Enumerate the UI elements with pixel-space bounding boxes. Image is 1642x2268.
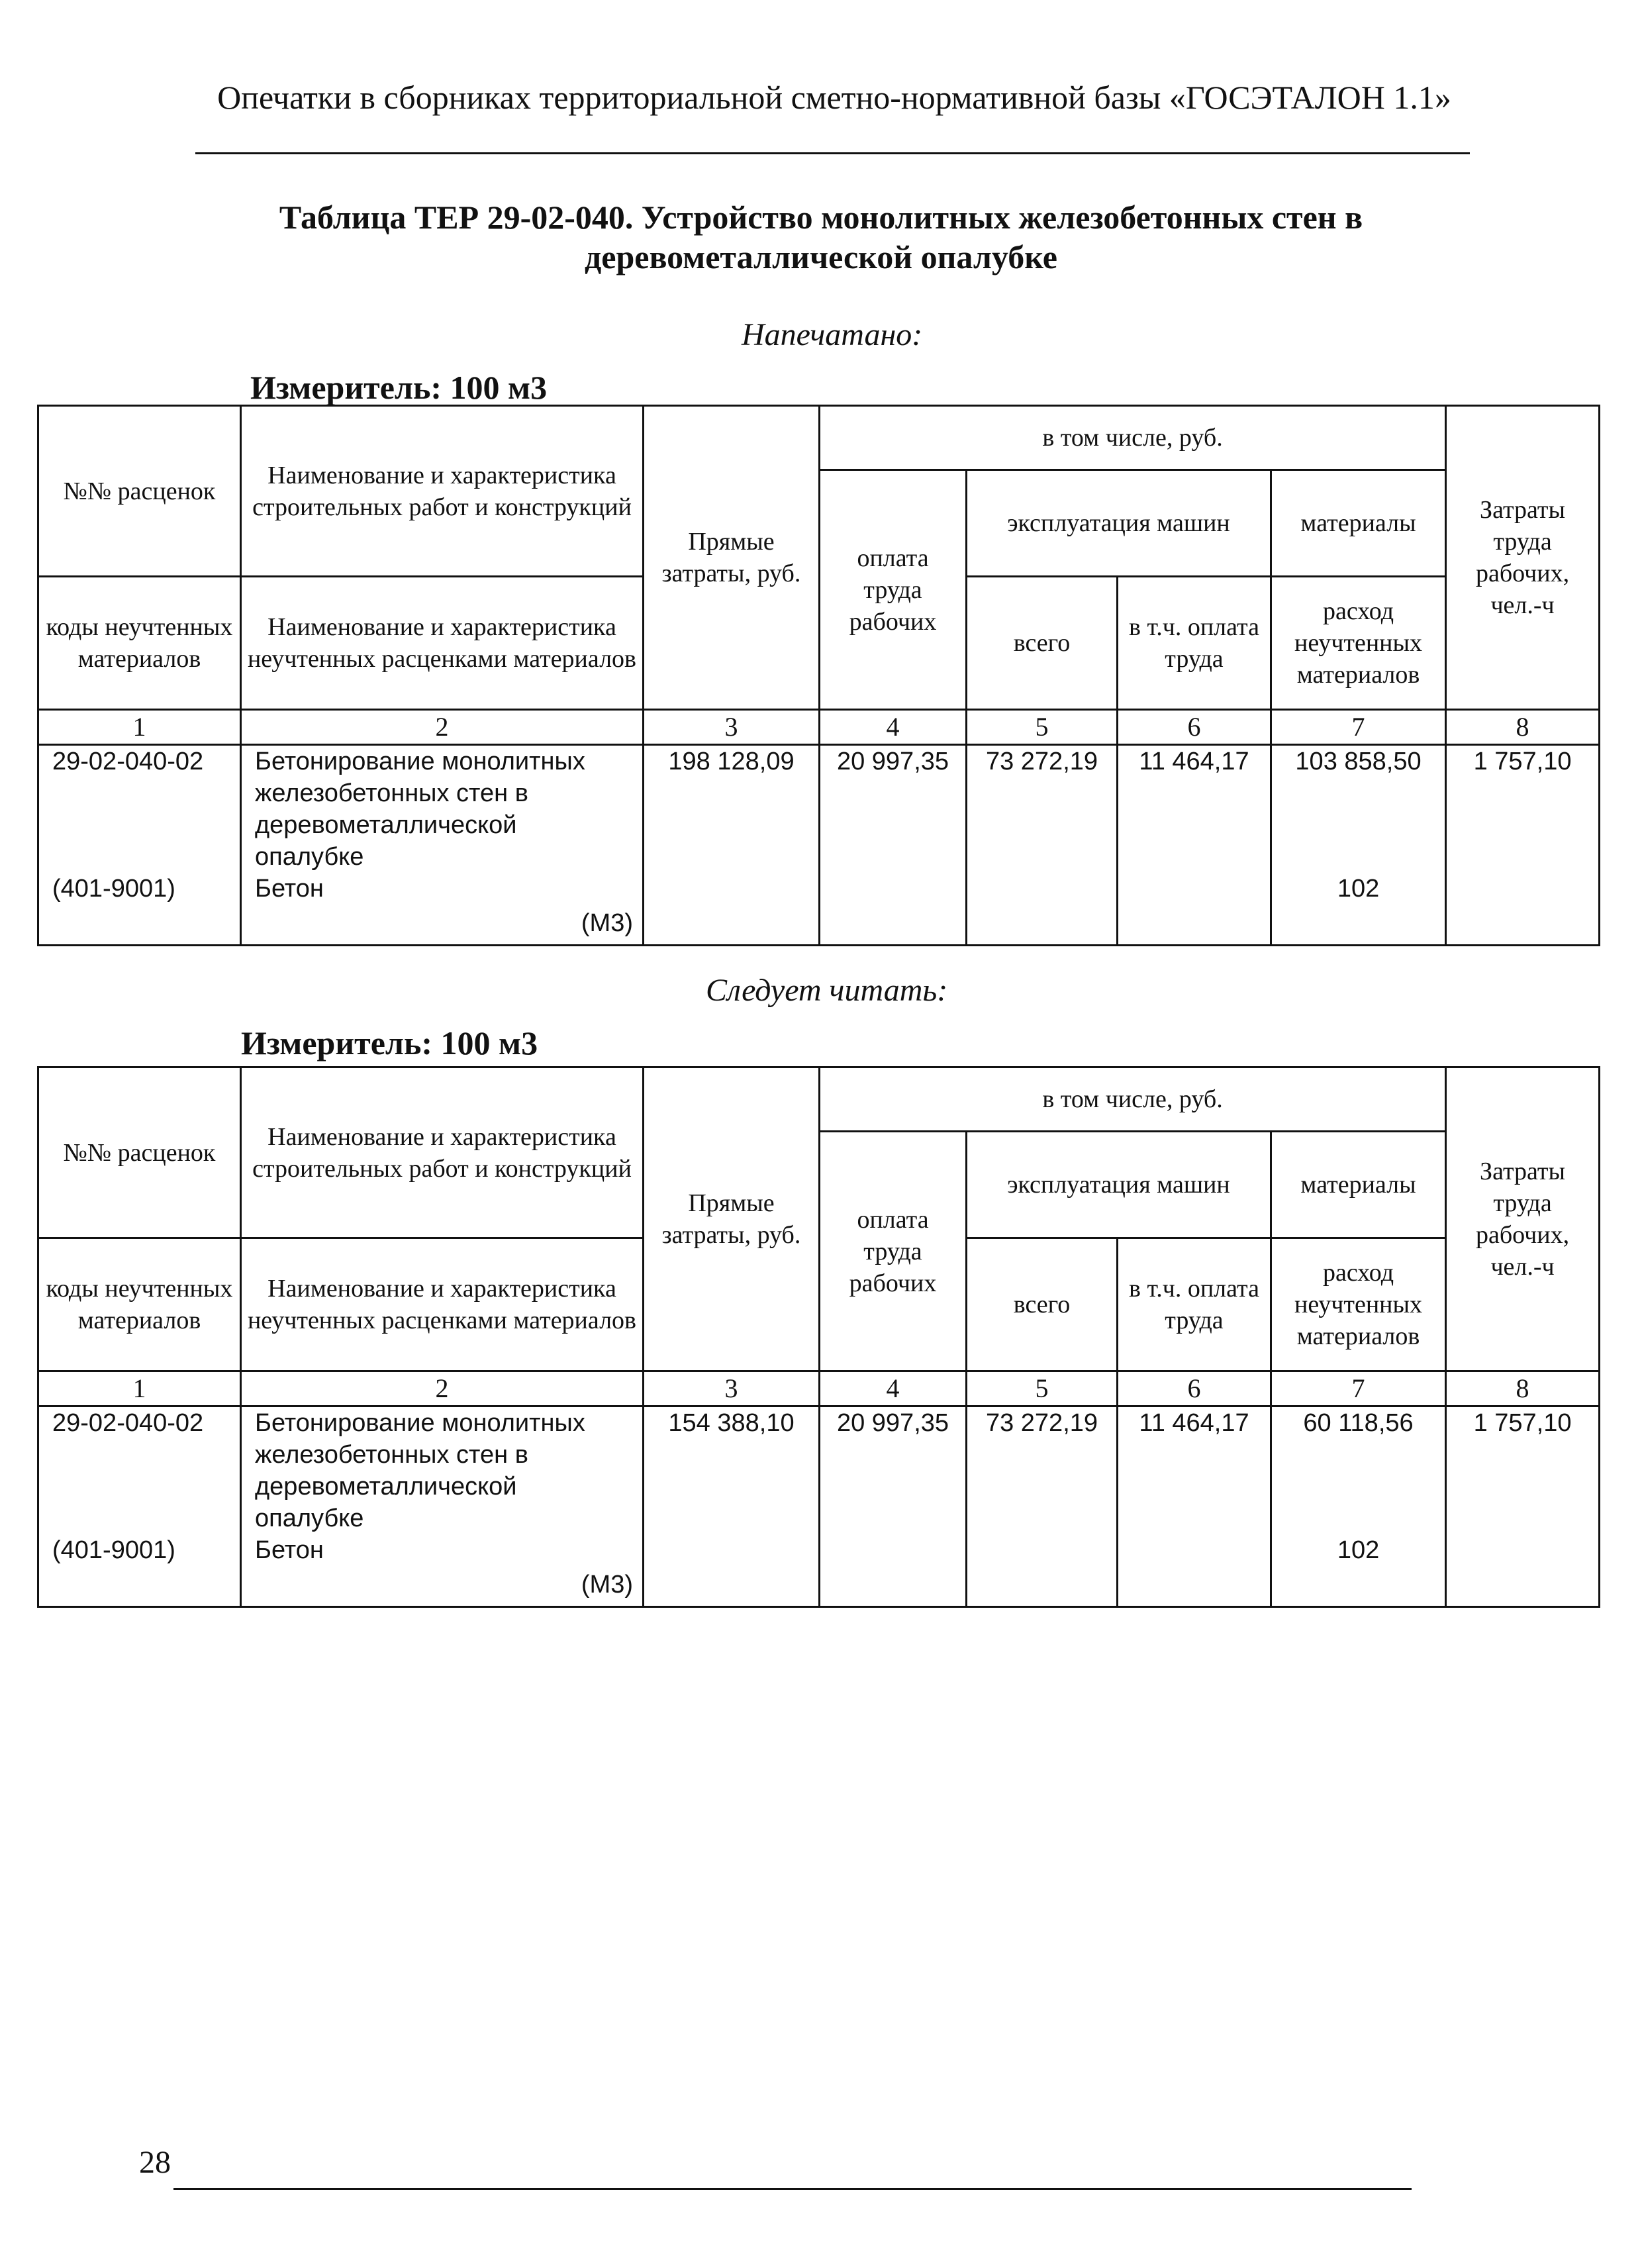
rate-name-cell	[241, 1406, 644, 1607]
col-number: 5	[967, 1371, 1118, 1406]
machines-total-value: 73 272,19	[985, 748, 1098, 775]
col-number: 2	[241, 1371, 644, 1406]
col-number: 4	[820, 710, 967, 745]
header-rule	[195, 152, 1470, 154]
rate-name-line: деревометаллической	[255, 1473, 517, 1501]
col-number: 3	[644, 710, 820, 745]
machines-labor-cell	[1118, 1406, 1271, 1607]
col-header-materials: материалы	[1271, 1132, 1446, 1238]
material-name: Бетон	[255, 1536, 324, 1564]
materials-value: 103 858,50	[1295, 748, 1422, 775]
machines-labor-cell	[1118, 745, 1271, 946]
col-number: 3	[644, 1371, 820, 1406]
col-header-machines-total: всего	[967, 1238, 1118, 1371]
rate-name-line: железобетонных стен в	[255, 1441, 528, 1469]
material-unit: (М3)	[581, 909, 633, 937]
col-number: 1	[38, 710, 241, 745]
table-title-line-1: Таблица ТЕР 29-02-040. Устройство монолитных железобетонных стен в	[279, 199, 1363, 236]
machines-total-value: 73 272,19	[985, 1409, 1098, 1437]
materials-value: 60 118,56	[1303, 1409, 1414, 1437]
labor-hours-cell	[1446, 745, 1600, 946]
table-title	[172, 197, 1470, 277]
col-number: 2	[241, 710, 644, 745]
col-number: 6	[1118, 1371, 1271, 1406]
col-header-rate-no: №№ расценок	[38, 1067, 241, 1238]
col-number: 8	[1446, 1371, 1600, 1406]
rate-code-cell	[38, 1406, 241, 1607]
col-header-unaccounted-name: Наименование и характеристика неучтенных расценками материалов	[241, 577, 644, 710]
col-header-codes: коды неучтенных материалов	[38, 1238, 241, 1371]
labor-pay-cell	[820, 745, 967, 946]
table-title-line-2: деревометаллической опалубке	[584, 238, 1057, 275]
col-number: 1	[38, 1371, 241, 1406]
machines-total-cell	[967, 745, 1118, 946]
col-header-material-consumption: расход неучтенных материалов	[1271, 577, 1446, 710]
rate-name-line: Бетонирование монолитных	[255, 748, 585, 775]
col-header-materials: материалы	[1271, 470, 1446, 577]
printed-table	[37, 405, 1600, 946]
col-header-labor-pay: оплата труда рабочих	[820, 470, 967, 710]
footer-rule	[173, 2188, 1412, 2190]
col-header-labor-costs: Затраты труда рабочих, чел.-ч	[1446, 406, 1600, 710]
col-header-direct-costs: Прямые затраты, руб.	[644, 1067, 820, 1371]
labor-hours-cell	[1446, 1406, 1600, 1607]
col-header-machines-total: всего	[967, 577, 1118, 710]
col-header-work-name: Наименование и характеристика строительных работ и конструкций	[241, 1067, 644, 1238]
col-header-machines-labor: в т.ч. оплата труда	[1118, 577, 1271, 710]
col-number: 7	[1271, 1371, 1446, 1406]
direct-costs-cell	[644, 1406, 820, 1607]
direct-costs-value: 198 128,09	[668, 748, 795, 775]
rate-name-line: опалубке	[255, 843, 364, 871]
corrected-measure: Измеритель: 100 м3	[241, 1024, 538, 1061]
direct-costs-value: 154 388,10	[668, 1409, 795, 1437]
direct-costs-cell	[644, 745, 820, 946]
col-number: 8	[1446, 710, 1600, 745]
rate-code-cell	[38, 745, 241, 946]
material-unit: (М3)	[581, 1571, 633, 1599]
machines-labor-value: 11 464,17	[1139, 1409, 1249, 1437]
col-header-material-consumption: расход неучтенных материалов	[1271, 1238, 1446, 1371]
col-header-machines: эксплуатация машин	[967, 470, 1271, 577]
labor-pay-value: 20 997,35	[836, 748, 949, 775]
corrected-label: Следует читать:	[706, 973, 948, 1008]
running-header: Опечатки в сборниках территориальной сметно-нормативной базы «ГОСЭТАЛОН 1.1»	[217, 79, 1451, 116]
labor-pay-cell	[820, 1406, 967, 1607]
col-header-including: в том числе, руб.	[820, 1067, 1446, 1132]
machines-labor-value: 11 464,17	[1139, 748, 1249, 775]
machines-total-cell	[967, 1406, 1118, 1607]
col-header-codes: коды неучтенных материалов	[38, 577, 241, 710]
material-code: (401-9001)	[52, 1536, 175, 1564]
corrected-table	[37, 1066, 1600, 1608]
col-header-labor-costs: Затраты труда рабочих, чел.-ч	[1446, 1067, 1600, 1371]
labor-hours-value: 1 757,10	[1473, 748, 1572, 775]
rate-code: 29-02-040-02	[52, 748, 204, 775]
col-header-rate-no: №№ расценок	[38, 406, 241, 577]
material-code: (401-9001)	[52, 875, 175, 903]
material-amount: 102	[1337, 875, 1380, 903]
col-header-work-name: Наименование и характеристика строительных работ и конструкций	[241, 406, 644, 577]
col-header-including: в том числе, руб.	[820, 406, 1446, 470]
rate-code: 29-02-040-02	[52, 1409, 204, 1437]
printed-measure: Измеритель: 100 м3	[250, 369, 548, 406]
col-number: 5	[967, 710, 1118, 745]
col-number: 4	[820, 1371, 967, 1406]
materials-cell	[1271, 1406, 1446, 1607]
rate-name-line: опалубке	[255, 1504, 364, 1532]
labor-hours-value: 1 757,10	[1473, 1409, 1572, 1437]
rate-name-line: деревометаллической	[255, 811, 517, 839]
rate-name-cell	[241, 745, 644, 946]
printed-label: Напечатано:	[742, 317, 923, 352]
table-row	[38, 745, 1600, 946]
col-number: 7	[1271, 710, 1446, 745]
col-header-machines-labor: в т.ч. оплата труда	[1118, 1238, 1271, 1371]
rate-name-line: Бетонирование монолитных	[255, 1409, 585, 1437]
page-number: 28	[139, 2145, 171, 2180]
col-header-unaccounted-name: Наименование и характеристика неучтенных расценками материалов	[241, 1238, 644, 1371]
table-row	[38, 1406, 1600, 1607]
rate-name-line: железобетонных стен в	[255, 779, 528, 807]
material-amount: 102	[1337, 1536, 1380, 1564]
col-header-labor-pay: оплата труда рабочих	[820, 1132, 967, 1371]
col-header-direct-costs: Прямые затраты, руб.	[644, 406, 820, 710]
col-number: 6	[1118, 710, 1271, 745]
material-name: Бетон	[255, 875, 324, 903]
labor-pay-value: 20 997,35	[836, 1409, 949, 1437]
materials-cell	[1271, 745, 1446, 946]
col-header-machines: эксплуатация машин	[967, 1132, 1271, 1238]
